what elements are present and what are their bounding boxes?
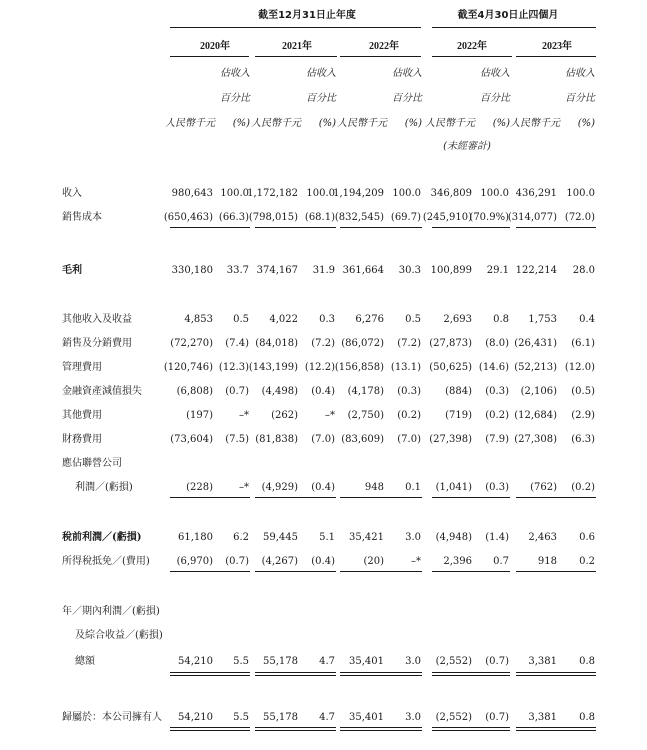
subtotal-rule: [516, 227, 596, 228]
amount-cell: (50,625): [429, 362, 472, 373]
total-double-rule: [432, 730, 510, 731]
amount-cell: 61,180: [178, 532, 213, 543]
percent-cell: 0.8: [493, 314, 509, 325]
row-label-other-income: 其他收入及收益: [62, 314, 132, 325]
amount-cell: (262): [271, 410, 298, 421]
percent-cell: 3.0: [405, 532, 421, 543]
unit-percent: (%): [232, 118, 250, 129]
percent-cell: 33.7: [226, 265, 249, 276]
amount-cell: (156,858): [334, 362, 384, 373]
amount-cell: 100,899: [430, 265, 472, 276]
year-underline-2022: [340, 56, 421, 57]
subtotal-rule: [432, 227, 510, 228]
subtotal-rule: [170, 571, 250, 572]
percent-cell: 0.8: [579, 712, 595, 723]
percent-cell: (72.0): [564, 212, 595, 223]
amount-cell: (1,041): [435, 482, 472, 493]
unit-percent: (%): [577, 118, 595, 129]
subtotal-rule: [255, 497, 336, 498]
unit-percent: (%): [404, 118, 422, 129]
subtotal-rule: [432, 497, 510, 498]
amount-cell: (884): [445, 386, 472, 397]
total-double-rule: [516, 727, 596, 728]
total-double-rule: [255, 727, 336, 728]
percent-cell: (7.5): [225, 434, 249, 445]
total-double-rule: [516, 675, 596, 676]
pct-header-line2: 百分比: [480, 93, 510, 104]
amount-cell: (52,213): [514, 362, 557, 373]
year-underline-2022-interim: [432, 56, 512, 57]
unaudited-note: (未經審計): [443, 141, 491, 152]
amount-cell: (72,270): [170, 338, 213, 349]
percent-cell: 4.7: [319, 712, 335, 723]
subtotal-rule: [340, 497, 422, 498]
year-underline-2023-interim: [516, 56, 596, 57]
percent-cell: 30.3: [398, 265, 421, 276]
amount-cell: (86,072): [341, 338, 384, 349]
amount-cell: (81,838): [255, 434, 298, 445]
amount-cell: 35,401: [349, 712, 384, 723]
amount-cell: 918: [537, 556, 557, 567]
amount-cell: (4,498): [261, 386, 298, 397]
row-label-admin-expenses: 管理費用: [62, 362, 102, 373]
percent-cell: 0.1: [405, 482, 421, 493]
amount-cell: (6,970): [176, 556, 213, 567]
unit-amount: 人民幣千元: [337, 118, 387, 129]
percent-cell: 0.6: [579, 532, 595, 543]
percent-cell: (0.4): [311, 556, 335, 567]
total-double-rule: [255, 675, 336, 676]
pct-header-line2: 百分比: [392, 93, 422, 104]
amount-cell: (2,750): [347, 410, 384, 421]
row-label-attributable-owners: 歸屬於：本公司擁有人: [62, 712, 162, 723]
percent-cell: (0.2): [571, 482, 595, 493]
amount-cell: 55,178: [263, 656, 298, 667]
percent-cell: 0.8: [579, 656, 595, 667]
percent-cell: (0.3): [485, 482, 509, 493]
amount-cell: 948: [364, 482, 384, 493]
amount-cell: (6,808): [176, 386, 213, 397]
percent-cell: (0.2): [485, 410, 509, 421]
amount-cell: 980,643: [171, 188, 213, 199]
amount-cell: 35,421: [349, 532, 384, 543]
pct-header-line2: 百分比: [306, 93, 336, 104]
unit-percent: (%): [318, 118, 336, 129]
group-underline-interim: [432, 27, 596, 28]
total-double-rule: [432, 727, 510, 728]
period-group-interim: 截至4月30日止四個月: [457, 10, 559, 21]
total-double-rule: [170, 730, 250, 731]
subtotal-rule: [516, 571, 596, 572]
percent-cell: –*: [411, 556, 421, 567]
percent-cell: (12.0): [564, 362, 595, 373]
percent-cell: 6.2: [233, 532, 249, 543]
row-label-cost-of-sales: 銷售成本: [62, 212, 102, 223]
year-header-2023-interim: 2023年: [542, 41, 572, 52]
percent-cell: 0.5: [405, 314, 421, 325]
amount-cell: (20): [363, 556, 384, 567]
total-double-rule: [170, 672, 250, 673]
total-double-rule: [432, 672, 510, 673]
subtotal-rule: [340, 227, 422, 228]
percent-cell: (7.4): [225, 338, 249, 349]
year-header-2022: 2022年: [369, 41, 399, 52]
total-double-rule: [340, 675, 422, 676]
amount-cell: 330,180: [171, 265, 213, 276]
amount-cell: 122,214: [515, 265, 557, 276]
row-label-impairment: 金融資產減值損失: [62, 386, 142, 397]
percent-cell: (66.3): [218, 212, 249, 223]
amount-cell: 59,445: [263, 532, 298, 543]
percent-cell: 4.7: [319, 656, 335, 667]
row-label-profit-for-period: 年／期內利潤／(虧損): [62, 606, 160, 617]
amount-cell: (4,178): [347, 386, 384, 397]
row-label-revenue: 收入: [62, 188, 82, 199]
amount-cell: 2,693: [443, 314, 472, 325]
year-underline-2021: [255, 56, 337, 57]
percent-cell: 0.7: [493, 556, 509, 567]
unit-amount: 人民幣千元: [165, 118, 215, 129]
percent-cell: (13.1): [390, 362, 421, 373]
row-label-finance-costs: 財務費用: [62, 434, 102, 445]
amount-cell: 1,753: [528, 314, 557, 325]
total-double-rule: [340, 672, 422, 673]
percent-cell: –*: [325, 410, 335, 421]
amount-cell: 2,396: [443, 556, 472, 567]
total-double-rule: [432, 675, 510, 676]
percent-cell: 0.2: [579, 556, 595, 567]
pct-header-line1: 佔收入: [220, 68, 250, 79]
amount-cell: 1,194,209: [333, 188, 384, 199]
unit-amount: 人民幣千元: [510, 118, 560, 129]
amount-cell: (84,018): [255, 338, 298, 349]
percent-cell: (12.2): [304, 362, 335, 373]
amount-cell: (798,015): [248, 212, 298, 223]
amount-cell: (2,552): [435, 656, 472, 667]
total-double-rule: [516, 672, 596, 673]
amount-cell: (197): [186, 410, 213, 421]
amount-cell: (719): [445, 410, 472, 421]
percent-cell: (0.4): [311, 386, 335, 397]
amount-cell: (2,552): [435, 712, 472, 723]
percent-cell: (0.7): [225, 386, 249, 397]
year-underline-2020: [170, 56, 249, 57]
percent-cell: (69.7): [390, 212, 421, 223]
percent-cell: 3.0: [405, 712, 421, 723]
subtotal-rule: [170, 227, 250, 228]
subtotal-rule: [516, 497, 596, 498]
percent-cell: (0.4): [311, 482, 335, 493]
percent-cell: (7.2): [311, 338, 335, 349]
total-double-rule: [170, 675, 250, 676]
row-label-income-tax: 所得稅抵免／(費用): [62, 556, 150, 567]
group-underline-annual: [170, 27, 421, 28]
percent-cell: (7.9): [485, 434, 509, 445]
percent-cell: –*: [239, 482, 249, 493]
subtotal-rule: [340, 571, 422, 572]
amount-cell: 3,381: [528, 656, 557, 667]
year-header-2022-interim: 2022年: [457, 41, 487, 52]
pct-header-line2: 百分比: [220, 93, 250, 104]
row-label-comprehensive-income: 及綜合收益／(虧損): [75, 630, 163, 641]
total-double-rule: [170, 727, 250, 728]
pct-header-line1: 佔收入: [480, 68, 510, 79]
amount-cell: (228): [186, 482, 213, 493]
amount-cell: 374,167: [256, 265, 298, 276]
pct-header-line1: 佔收入: [565, 68, 595, 79]
amount-cell: (314,077): [507, 212, 557, 223]
percent-cell: (14.6): [478, 362, 509, 373]
percent-cell: (0.7): [485, 656, 509, 667]
year-header-2020: 2020年: [200, 41, 230, 52]
amount-cell: 35,401: [349, 656, 384, 667]
amount-cell: (83,609): [341, 434, 384, 445]
percent-cell: (0.3): [485, 386, 509, 397]
amount-cell: (4,929): [261, 482, 298, 493]
percent-cell: 5.5: [233, 712, 249, 723]
amount-cell: 6,276: [355, 314, 384, 325]
unit-percent: (%): [492, 118, 510, 129]
percent-cell: (7.2): [397, 338, 421, 349]
percent-cell: (0.5): [571, 386, 595, 397]
amount-cell: (2,106): [520, 386, 557, 397]
amount-cell: 346,809: [430, 188, 472, 199]
total-double-rule: [340, 727, 422, 728]
subtotal-rule: [170, 497, 250, 498]
percent-cell: (70.9%): [469, 212, 509, 223]
amount-cell: 436,291: [515, 188, 557, 199]
row-label-total: 總額: [75, 656, 95, 667]
subtotal-rule: [255, 227, 336, 228]
percent-cell: (6.3): [571, 434, 595, 445]
percent-cell: (0.3): [397, 386, 421, 397]
percent-cell: 28.0: [572, 265, 595, 276]
percent-cell: 0.3: [319, 314, 335, 325]
percent-cell: 31.9: [312, 265, 335, 276]
amount-cell: (4,948): [435, 532, 472, 543]
percent-cell: (6.1): [571, 338, 595, 349]
amount-cell: (650,463): [163, 212, 213, 223]
row-label-associate-profit: 利潤／(虧損): [75, 482, 133, 493]
amount-cell: (26,431): [514, 338, 557, 349]
amount-cell: (73,604): [170, 434, 213, 445]
amount-cell: 4,853: [184, 314, 213, 325]
total-double-rule: [516, 730, 596, 731]
amount-cell: (27,873): [429, 338, 472, 349]
pct-header-line1: 佔收入: [306, 68, 336, 79]
row-label-profit-before-tax: 稅前利潤／(虧損): [62, 532, 142, 543]
amount-cell: (4,267): [261, 556, 298, 567]
amount-cell: 1,172,182: [247, 188, 298, 199]
amount-cell: (12,684): [514, 410, 557, 421]
percent-cell: (7.0): [311, 434, 335, 445]
amount-cell: 54,210: [178, 656, 213, 667]
period-group-annual: 截至12月31日止年度: [258, 10, 356, 21]
percent-cell: (0.2): [397, 410, 421, 421]
percent-cell: 100.0: [220, 188, 249, 199]
percent-cell: 0.5: [233, 314, 249, 325]
percent-cell: (8.0): [485, 338, 509, 349]
amount-cell: (832,545): [334, 212, 384, 223]
percent-cell: 100.0: [480, 188, 509, 199]
percent-cell: (7.0): [397, 434, 421, 445]
pct-header-line2: 百分比: [565, 93, 595, 104]
pct-header-line1: 佔收入: [392, 68, 422, 79]
percent-cell: 0.4: [579, 314, 595, 325]
amount-cell: 3,381: [528, 712, 557, 723]
percent-cell: 100.0: [306, 188, 335, 199]
amount-cell: (27,308): [514, 434, 557, 445]
percent-cell: –*: [239, 410, 249, 421]
amount-cell: 55,178: [263, 712, 298, 723]
percent-cell: 5.1: [319, 532, 335, 543]
percent-cell: (1.4): [485, 532, 509, 543]
amount-cell: 2,463: [528, 532, 557, 543]
year-header-2021: 2021年: [282, 41, 312, 52]
amount-cell: (762): [530, 482, 557, 493]
row-label-share-of-associate: 應佔聯營公司: [62, 458, 122, 469]
row-label-selling-expenses: 銷售及分銷費用: [62, 338, 132, 349]
unit-amount: 人民幣千元: [425, 118, 475, 129]
percent-cell: (0.7): [485, 712, 509, 723]
row-label-gross-profit: 毛利: [62, 265, 82, 276]
percent-cell: 100.0: [392, 188, 421, 199]
subtotal-rule: [432, 571, 510, 572]
percent-cell: (0.7): [225, 556, 249, 567]
percent-cell: 29.1: [486, 265, 509, 276]
total-double-rule: [340, 730, 422, 731]
percent-cell: 3.0: [405, 656, 421, 667]
amount-cell: (143,199): [248, 362, 298, 373]
percent-cell: (2.9): [571, 410, 595, 421]
amount-cell: 4,022: [269, 314, 298, 325]
total-double-rule: [255, 730, 336, 731]
percent-cell: 100.0: [566, 188, 595, 199]
subtotal-rule: [255, 571, 336, 572]
amount-cell: (27,398): [429, 434, 472, 445]
unit-amount: 人民幣千元: [251, 118, 301, 129]
percent-cell: (68.1): [304, 212, 335, 223]
percent-cell: 5.5: [233, 656, 249, 667]
total-double-rule: [255, 672, 336, 673]
amount-cell: (120,746): [163, 362, 213, 373]
amount-cell: 361,664: [342, 265, 384, 276]
percent-cell: (12.3): [218, 362, 249, 373]
amount-cell: 54,210: [178, 712, 213, 723]
amount-cell: (245,910): [422, 212, 472, 223]
row-label-other-expenses: 其他費用: [62, 410, 102, 421]
